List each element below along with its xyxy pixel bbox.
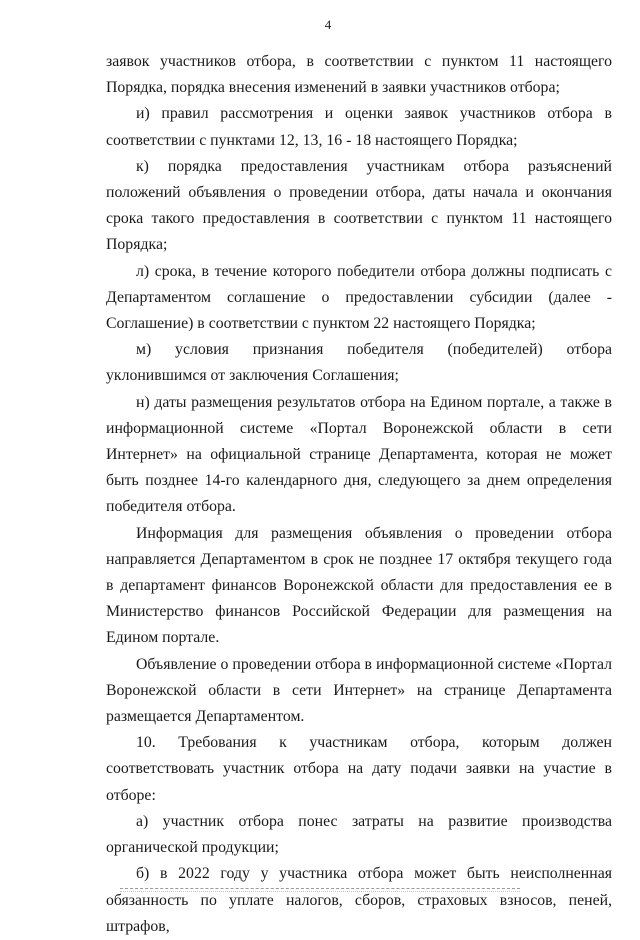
paragraph-item-n: н) даты размещения результатов отбора на Едином портале, а также в информационной системе «Портал Воронежской области в сети Интернет» на официальной странице Департамента, которая не может быть позднее 14-го календарного дня, следующего за днем определения победителя отбора. [106, 393, 612, 516]
paragraph-item-k: к) порядка предоставления участникам отбора разъяснений положений объявления о проведении отбора, даты начала и окончания срока такого предоставления в соответствии с пунктом 11 настоящего Порядка; [106, 157, 612, 254]
paragraph-item-m: м) условия признания победителя (победителей) отбора уклонившимся от заключения Соглашения; [106, 341, 612, 385]
paragraph-announcement: Объявление о проведении отбора в информационной системе «Портал Воронежской области в сети Интернет» на странице Департамента размещается Департаментом. [106, 655, 612, 726]
paragraph-item-a: а) участник отбора понес затраты на развитие производства органической продукции; [106, 812, 612, 857]
paragraph-item-b: б) в 2022 году у участника отбора может быть неисполненная обязанность по уплате налогов, сборов, страховых взносов, пеней, штрафов, [106, 865, 612, 935]
paragraph-item-i: и) правил рассмотрения и оценки заявок участников отбора в соответствии с пунктами 12, 13, 16 - 18 настоящего Порядка; [106, 105, 612, 149]
paragraph-item-l: л) срока, в течение которого победители отбора должны подписать с Департаментом соглашение о предоставлении субсидии (далее - Соглашение) в соответствии с пунктом 22 настоящего Порядка; [106, 262, 612, 333]
paragraph-continuation: заявок участников отбора, в соответствии с пунктом 11 настоящего Порядка, порядка внесения изменений в заявки участников отбора; [106, 53, 612, 97]
scan-edge-line [120, 888, 520, 892]
page-number: 4 [324, 17, 332, 32]
paragraph-info-placement: Информация для размещения объявления о проведении отбора направляется Департаментом в срок не позднее 17 октября текущего года в департамент финансов Воронежской области для предоставления ее в Министерство финансов Российской Федерации для размещения на Едином портале. [106, 524, 612, 647]
paragraph-section-10: 10. Требования к участникам отбора, которым должен соответствовать участник отбора на дату подачи заявки на участие в отборе: [106, 734, 612, 804]
document-body [106, 49, 612, 940]
